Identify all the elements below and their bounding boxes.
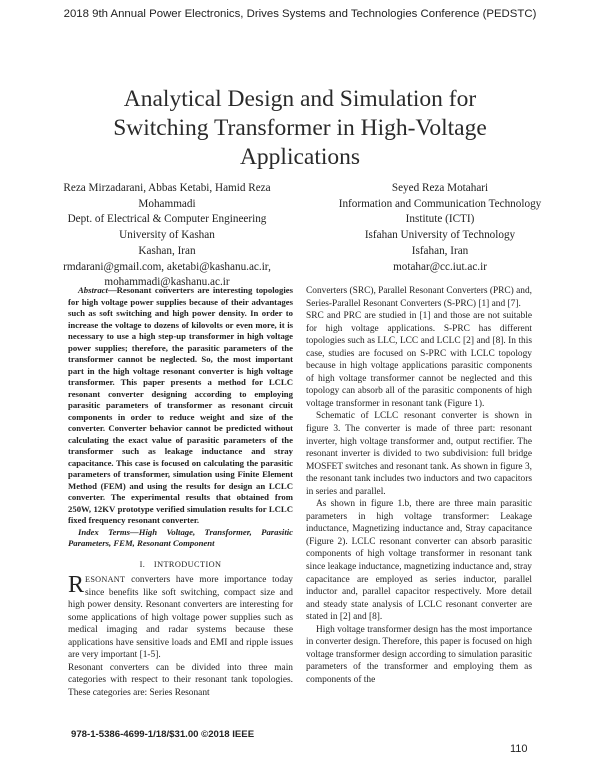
- title-line: Switching Transformer in High-Voltage: [113, 115, 487, 141]
- author-block-right: [318, 181, 562, 275]
- author-names: Mohammadi: [138, 197, 196, 210]
- author-block-left: [56, 181, 278, 291]
- conference-header: 2018 9th Annual Power Electronics, Drives Systems and Technologies Conference (PEDSTC): [63, 8, 537, 20]
- author-location: Kashan, Iran: [138, 244, 196, 257]
- author-university: University of Kashan: [119, 229, 215, 242]
- left-column: [68, 285, 293, 700]
- author-institute: Information and Communication Technology: [338, 197, 542, 210]
- author-emails: motahar@cc.iut.ac.ir: [393, 260, 487, 273]
- author-emails: mohammadi@kashanu.ac.ir: [104, 276, 230, 289]
- body-paragraph: High voltage transformer design has the most importance in converter design. Therefore, this paper is focused on high voltage transformer design according to simulation parasitic parameters of the transformer and employing them as components of the: [306, 624, 532, 685]
- intro-paragraph: Resonant converters can be divided into three main categories with respect to their resonant tank topologies. These categories are: Series Resonant: [68, 662, 293, 698]
- abstract-label: Abstract: [78, 285, 108, 295]
- title-line: Analytical Design and Simulation for: [123, 86, 477, 112]
- section-heading-introduction: I. INTRODUCTION: [139, 559, 222, 569]
- abstract-text: —Resonant converters are interesting topologies for high voltage power supplies because of their advantages such as soft switching and high power density. In order to increase the voltage to dozens of kilovolts or even more, it is necessary to use a high step-up transformer in high voltage power supplies; therefore, the parasitic parameters of the transformer cannot be neglected. So, the most important part in the high voltage resonant converter is high voltage transformer. This paper presents a method for LCLC resonant converter designing according to employing parasitic parameters of transformer as resonant circuit components in order to reduce weight and size of the converter. Converter behavior cannot be predicted without calculating the exact value of parasitic parameters of the transformer such as leakage inductance and stray capacitance. This case is focused on calculating the parasitic parameters of transformer, simulation using Finite Element Method (FEM) and using the results for design an LCLC converter. The experimental results that obtained from 250W, 12KV prototype verified simulation results for LCLC fixed frequency resonant converter.: [68, 285, 293, 525]
- right-column: [306, 285, 532, 687]
- body-paragraph: Schematic of LCLC resonant converter is shown in figure 3. The converter is made of three part: resonant inverter, high voltage transformer and, output rectifier. The resonant inverter is divided to two subdivision: full bridge MOSFET switches and resonant tank. As shown in figure 3, the resonant tank includes two inductors and two capacitors in series and parallel.: [306, 411, 532, 497]
- author-location: Isfahan, Iran: [411, 244, 469, 257]
- body-paragraph: As shown in figure 1.b, there are three main parasitic parameters in high voltage transformer: Leakage inductance, Magnetizing inductance and, Stray capacitance (Figure 2). LCLC resonant converter can absorb parasitic components of high voltage transformer in resonant tank since leakage inductance, magnetizing inductance and, stray capacitance are employed as series inductor, parallel inductor and, parallel capacitor respectively. More detail and steady state analysis of LCLC resonant converter are stated in [2] and [8].: [306, 499, 532, 623]
- body-paragraph: SRC and PRC are studied in [1] and those are not suitable for high voltage applications. S-PRC has different topologies such as LLC, LCC and LCLC [2] and [8]. In this case, studies are focused on S-PRC with LCLC topology because in high voltage applications parasitic components of high voltage transformer cannot be neglected and this topology can absorb all of the parasitic components of high voltage transformer in resonant tank (Figure 1).: [306, 311, 532, 409]
- page-number: 110: [510, 743, 528, 755]
- author-emails: rmdarani@gmail.com, aketabi@kashanu.ac.ir,: [63, 260, 271, 273]
- author-names: Reza Mirzadarani, Abbas Ketabi, Hamid Reza: [63, 182, 271, 194]
- author-names: Seyed Reza Motahari: [391, 182, 489, 194]
- intro-smallcaps: ESONANT: [85, 575, 126, 585]
- body-paragraph: Converters (SRC), Parallel Resonant Converters (PRC) and, Series-Parallel Resonant Converters (S-PRC) [1] and [7].: [306, 286, 533, 309]
- author-university: Isfahan University of Technology: [364, 229, 516, 242]
- author-institute: Institute (ICTI): [405, 213, 475, 226]
- author-department: Dept. of Electrical & Computer Engineering: [67, 213, 267, 226]
- paper-title: [60, 85, 540, 172]
- title-line: Applications: [239, 144, 361, 170]
- abstract: [68, 285, 293, 527]
- intro-text: converters have more importance today since benefits like soft switching, compact size and high power density. Resonant converters are interesting for some applications of high voltage power supplies such as medical imaging and radar systems because these applications have sensitive loads and EMI and ripple issues are very important [1-5].: [68, 575, 293, 661]
- index-terms: Index Terms—High Voltage, Transformer, Parasitic Parameters, FEM, Resonant Component: [68, 526, 293, 548]
- drop-cap: R: [68, 572, 85, 599]
- intro-paragraph: [68, 574, 293, 662]
- footer-isbn: 978-1-5386-4699-1/18/$31.00 ©2018 IEEE: [71, 729, 255, 740]
